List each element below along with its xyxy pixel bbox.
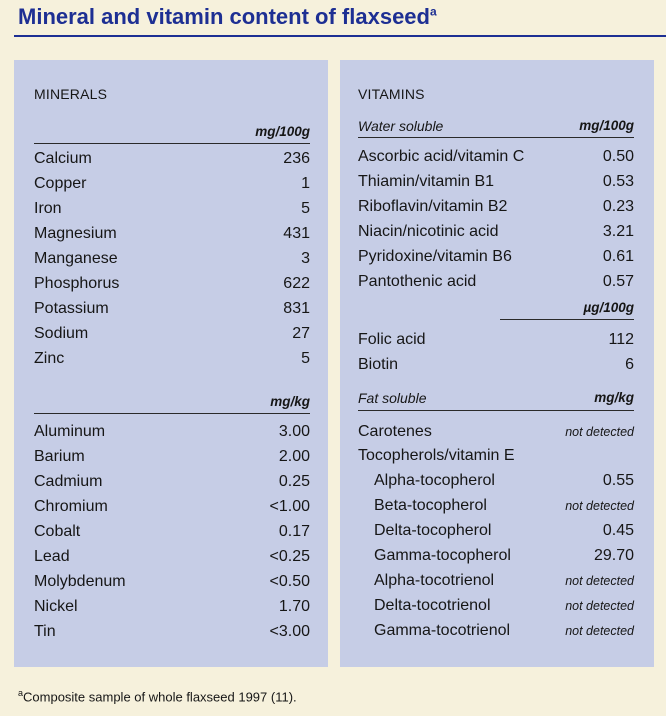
mineral-name: Barium [34,448,85,465]
mineral-value: 3 [301,250,310,267]
mineral-value: 1.70 [278,598,310,615]
title-footnote-marker: a [429,4,437,19]
vitamin-row [358,519,634,543]
mineral-value: 622 [283,275,310,292]
mineral-name: Copper [34,175,87,192]
vitamin-name: Carotenes [358,423,432,440]
vitamin-name: Biotin [358,356,399,373]
vitamins-unit-ug-100g: µg/100g [583,300,634,315]
mineral-name: Iron [34,200,62,217]
vitamin-row [358,619,634,643]
vitamin-name: Tocopherols/vitamin E [358,447,515,464]
vitamin-name: Thiamin/vitamin B1 [358,173,495,190]
vitamins-unit-mg-100g: mg/100g [579,118,634,133]
mineral-row [34,420,310,444]
vitamin-name: Pyridoxine/vitamin B6 [358,248,512,265]
vitamin-value: not detected [565,574,634,588]
mineral-row [34,147,310,171]
vitamin-value: 0.50 [602,148,634,165]
vitamin-row [358,420,634,444]
vitamin-row [358,569,634,593]
mineral-row [34,197,310,221]
mineral-name: Cadmium [34,473,103,490]
vitamin-name: Ascorbic acid/vitamin C [358,148,525,165]
mineral-value: 236 [283,150,310,167]
vitamin-name: Beta-tocopherol [374,497,487,514]
mineral-value: 3.00 [278,423,310,440]
vitamin-value: not detected [565,624,634,638]
vitamin-row [358,494,634,518]
water-soluble-label: Water soluble [358,118,444,134]
minerals-divider-1 [34,143,310,144]
vitamin-value: 0.57 [602,273,634,290]
mineral-name: Lead [34,548,70,565]
vitamin-value: 3.21 [602,223,634,240]
vitamin-value: 29.70 [593,547,634,564]
mineral-row [34,620,310,644]
vitamin-value: not detected [565,499,634,513]
title-text: Mineral and vitamin content of flaxseed [18,4,430,29]
vitamin-value: 0.53 [602,173,634,190]
mineral-row [34,322,310,346]
vitamins-divider-2 [500,319,634,320]
mineral-value: <0.25 [269,548,310,565]
mineral-name: Nickel [34,598,78,615]
vitamin-row [358,195,634,219]
mineral-row [34,470,310,494]
vitamins-divider-3 [358,410,634,411]
vitamin-name: Gamma-tocotrienol [374,622,511,639]
fat-soluble-label: Fat soluble [358,390,427,406]
vitamin-row [358,328,634,352]
vitamin-row [358,170,634,194]
mineral-value: 2.00 [278,448,310,465]
mineral-name: Molybdenum [34,573,126,590]
mineral-value: 5 [301,200,310,217]
vitamin-name: Delta-tocotrienol [374,597,491,614]
mineral-value: <3.00 [269,623,310,640]
mineral-value: 431 [283,225,310,242]
vitamins-unit-mg-kg: mg/kg [594,390,634,405]
vitamin-row [358,145,634,169]
mineral-row [34,520,310,544]
vitamin-name: Pantothenic acid [358,273,477,290]
vitamin-name: Alpha-tocotrienol [374,572,495,589]
mineral-row [34,545,310,569]
mineral-name: Cobalt [34,523,81,540]
footnote-text: Composite sample of whole flaxseed 1997 (11). [23,689,297,705]
minerals-panel [14,60,328,667]
mineral-name: Calcium [34,150,92,167]
mineral-value: 5 [301,350,310,367]
vitamin-row [358,270,634,294]
mineral-row [34,272,310,296]
mineral-name: Potassium [34,300,109,317]
vitamins-heading: VITAMINS [358,86,425,102]
vitamin-value: 0.55 [602,472,634,489]
vitamin-value: 6 [625,356,634,373]
mineral-value: 0.17 [278,523,310,540]
vitamin-row [358,469,634,493]
mineral-value: <1.00 [269,498,310,515]
mineral-name: Manganese [34,250,118,267]
vitamin-value: not detected [565,425,634,439]
footnote [18,688,297,704]
vitamin-value: 0.23 [602,198,634,215]
minerals-heading: MINERALS [34,86,108,102]
vitamin-row [358,220,634,244]
vitamin-name: Niacin/nicotinic acid [358,223,499,240]
vitamins-panel [340,60,654,667]
title-rule [14,35,666,37]
mineral-row [34,172,310,196]
page-title [18,4,437,30]
vitamin-value: 0.45 [602,522,634,539]
vitamin-name: Folic acid [358,331,426,348]
mineral-row [34,247,310,271]
mineral-value: 831 [283,300,310,317]
mineral-row [34,347,310,371]
minerals-divider-2 [34,413,310,414]
mineral-row [34,570,310,594]
mineral-name: Zinc [34,350,65,367]
vitamin-value: not detected [565,599,634,613]
vitamin-name: Alpha-tocopherol [374,472,495,489]
mineral-row [34,297,310,321]
mineral-row [34,495,310,519]
mineral-name: Chromium [34,498,108,515]
mineral-value: <0.50 [269,573,310,590]
vitamin-row [358,444,634,468]
mineral-name: Sodium [34,325,89,342]
vitamin-name: Delta-tocopherol [374,522,492,539]
vitamin-name: Gamma-tocopherol [374,547,511,564]
vitamin-name: Riboflavin/vitamin B2 [358,198,508,215]
mineral-name: Aluminum [34,423,106,440]
mineral-row [34,222,310,246]
mineral-row [34,595,310,619]
vitamin-row [358,594,634,618]
footnote-marker: a [18,688,24,698]
vitamin-value: 112 [608,331,634,348]
vitamin-row [358,353,634,377]
vitamins-divider-1 [358,137,634,138]
mineral-value: 0.25 [278,473,310,490]
mineral-name: Tin [34,623,56,640]
vitamin-row [358,245,634,269]
vitamin-row [358,544,634,568]
mineral-value: 27 [292,325,310,342]
mineral-name: Magnesium [34,225,117,242]
mineral-row [34,445,310,469]
minerals-unit-mg-kg: mg/kg [270,394,310,409]
mineral-name: Phosphorus [34,275,120,292]
minerals-unit-mg-100g: mg/100g [255,124,310,139]
mineral-value: 1 [301,175,310,192]
vitamin-value: 0.61 [602,248,634,265]
